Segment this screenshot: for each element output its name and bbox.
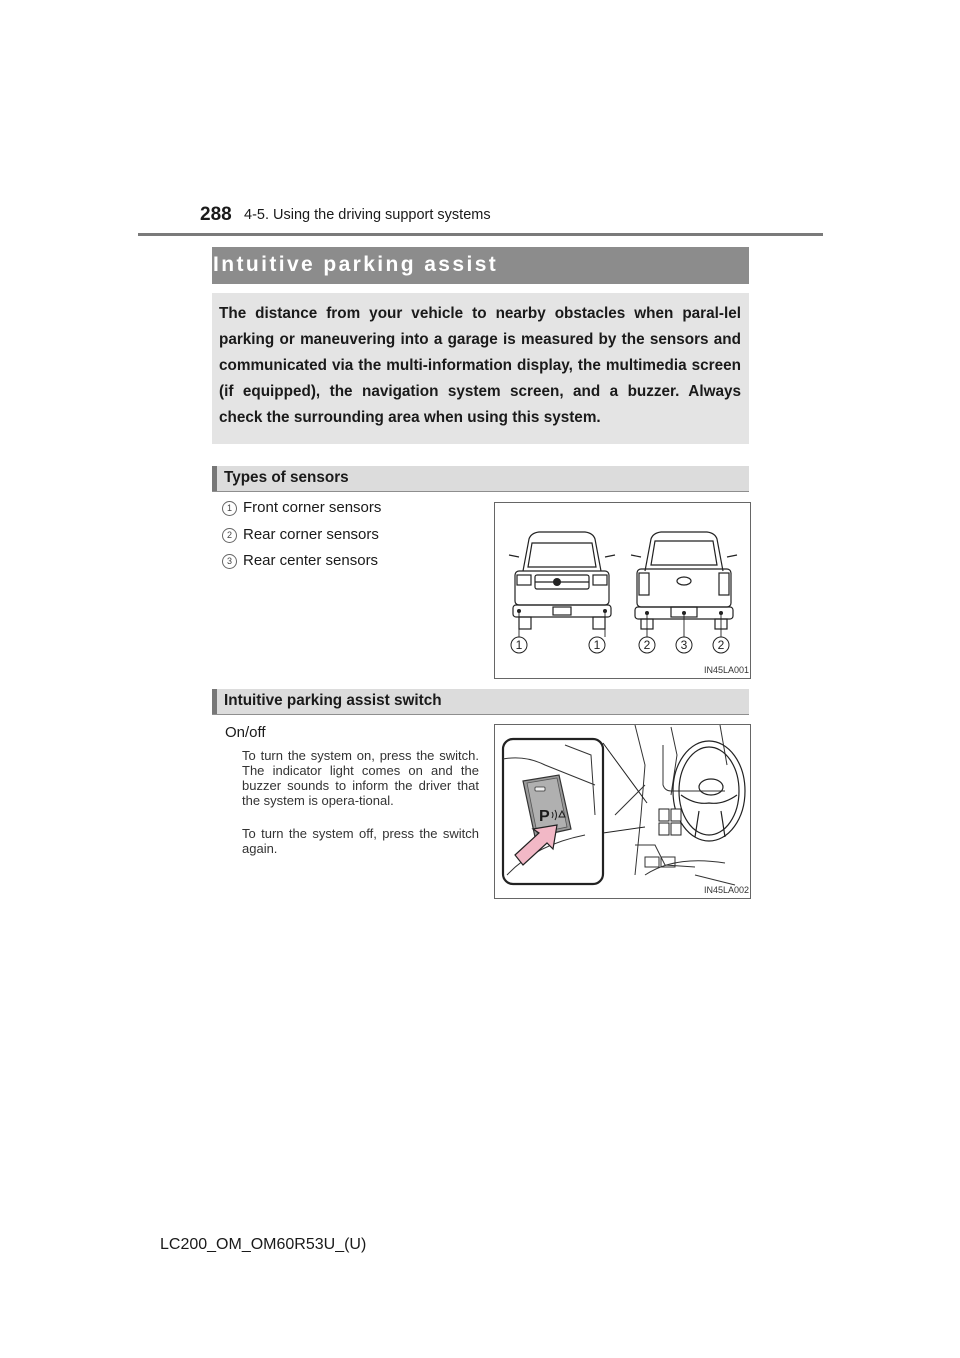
item-number-2: 2 — [222, 528, 237, 543]
vehicle-front-rear-illustration — [495, 503, 750, 678]
heading-accent — [212, 689, 217, 714]
callout-1-left: 1 — [515, 638, 523, 652]
switch-on-description: To turn the system on, press the switch. The indicator light comes on and the buzzer sounds to inform the driver that the system is opera-tional. — [242, 748, 479, 808]
intro-text: The distance from your vehicle to nearby obstacles when paral-lel parking or maneuvering into a garage is measured by the sensors and communicated via the multi-information display, the multimedia screen (if equipped), the navigation system screen, and a buzzer. Always check the surrounding area when using this system. — [219, 305, 741, 426]
figure-code-switch: IN45LA002 — [704, 885, 750, 895]
item-number-3: 3 — [222, 554, 237, 569]
sensor-item-rear-corner: Rear corner sensors — [243, 526, 379, 543]
onoff-label: On/off — [225, 724, 266, 741]
callout-1-right: 1 — [593, 638, 601, 652]
page-title: Intuitive parking assist — [213, 253, 499, 276]
sensors-heading-bar — [212, 466, 749, 492]
callout-2-right: 2 — [717, 638, 725, 652]
document-code-footer: LC200_OM_OM60R53U_(U) — [160, 1236, 367, 1253]
switch-heading: Intuitive parking assist switch — [224, 692, 442, 709]
page-number: 288 — [200, 204, 232, 225]
callout-2-left: 2 — [643, 638, 651, 652]
sensors-heading: Types of sensors — [224, 469, 349, 486]
sensors-figure — [494, 502, 751, 679]
section-header: 4-5. Using the driving support systems — [244, 207, 491, 223]
figure-code-sensors: IN45LA001 — [704, 665, 750, 675]
dashboard-switch-illustration — [495, 725, 750, 898]
switch-off-description: To turn the system off, press the switch again. — [242, 826, 479, 856]
callout-3-center: 3 — [680, 638, 688, 652]
switch-p-symbol: P — [539, 808, 550, 825]
switch-heading-bar — [212, 689, 749, 715]
header-rule — [138, 233, 823, 236]
switch-figure — [494, 724, 751, 899]
item-number-1: 1 — [222, 501, 237, 516]
heading-accent — [212, 466, 217, 491]
sensor-item-front-corner: Front corner sensors — [243, 499, 382, 516]
sensor-item-rear-center: Rear center sensors — [243, 552, 379, 569]
